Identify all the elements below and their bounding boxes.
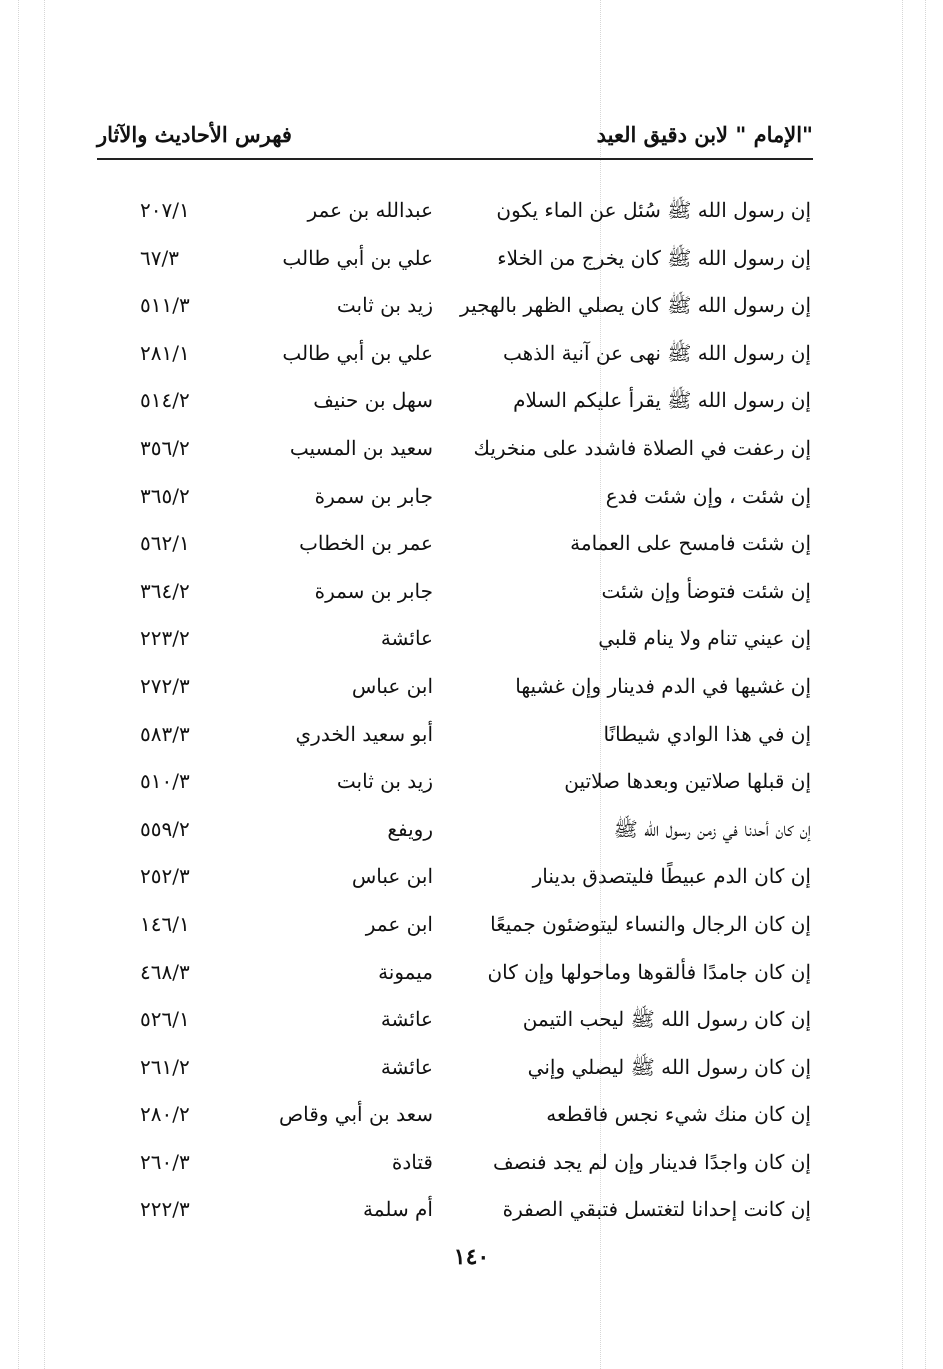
narrator-name: ابن عمر: [365, 911, 433, 936]
index-row: [0, 473, 943, 521]
narrator-name: عائشة: [380, 1007, 433, 1032]
volume-page-ref: ٢٦١/٢: [140, 1054, 190, 1079]
hadith-text: إن شئت ، وإن شئت فدع: [605, 483, 811, 508]
volume-page-ref: ٦٧/٣: [140, 245, 179, 270]
hadith-text: إن شئت فامسح على العمامة: [570, 531, 811, 556]
narrator-name: قتادة: [391, 1149, 433, 1174]
volume-page-ref: ٢٢٢/٣: [140, 1197, 190, 1222]
narrator-name: جابر بن سمرة: [314, 578, 433, 603]
index-row: [0, 901, 943, 949]
index-row: [0, 1091, 943, 1139]
narrator-name: أبو سعيد الخدري: [295, 721, 433, 746]
page-number: ١٤٠: [453, 1244, 490, 1270]
volume-page-ref: ٥٦٢/١: [140, 531, 190, 556]
index-row: [0, 711, 943, 759]
narrator-name: سعيد بن المسيب: [289, 435, 433, 460]
hadith-index-list: [0, 187, 943, 1234]
hadith-text: إن كان جامدًا فألقوها وماحولها وإن كان: [487, 959, 811, 984]
index-row: [0, 996, 943, 1044]
volume-page-ref: ٥١١/٣: [140, 293, 190, 318]
volume-page-ref: ١٤٦/١: [140, 911, 190, 936]
index-row: [0, 663, 943, 711]
volume-page-ref: ٥٨٣/٣: [140, 721, 190, 746]
running-header: [97, 118, 813, 160]
index-row: [0, 806, 943, 854]
narrator-name: زيد بن ثابت: [336, 293, 433, 318]
hadith-text: إن عيني تنام ولا ينام قلبي: [598, 626, 811, 651]
hadith-text: إن كان واجدًا فدينار وإن لم يجد فنصف: [492, 1149, 811, 1174]
narrator-name: علي بن أبي طالب: [282, 245, 433, 270]
hadith-text: إن في هذا الوادي شيطانًا: [603, 721, 811, 746]
narrator-name: عمر بن الخطاب: [299, 531, 433, 556]
narrator-name: سهل بن حنيف: [313, 388, 433, 413]
hadith-text: إن قبلها صلاتين وبعدها صلاتين: [564, 769, 811, 794]
index-row: [0, 377, 943, 425]
index-row: [0, 187, 943, 235]
narrator-name: رويفع: [387, 816, 433, 841]
hadith-text: إن كان الرجال والنساء ليتوضئون جميعًا: [490, 911, 811, 936]
index-row: [0, 615, 943, 663]
hadith-text: إن رسول الله ﷺ كان يصلي الظهر بالهجير: [460, 293, 811, 318]
hadith-text: إن كان أحدنا في زمن رسول الله ﷺ: [613, 816, 811, 841]
volume-page-ref: ٢٨١/١: [140, 340, 190, 365]
hadith-text: إن رسول الله ﷺ يقرأ عليكم السلام: [513, 388, 811, 413]
volume-page-ref: ٣٥٦/٢: [140, 435, 190, 460]
volume-page-ref: ٣٦٤/٢: [140, 578, 190, 603]
index-row: [0, 1186, 943, 1234]
volume-page-ref: ٣٦٥/٢: [140, 483, 190, 508]
volume-page-ref: ٥١٠/٣: [140, 769, 190, 794]
narrator-name: علي بن أبي طالب: [282, 340, 433, 365]
section-title: فهرس الأحاديث والآثار: [97, 122, 292, 147]
book-title: "الإمام " لابن دقيق العيد: [596, 122, 813, 147]
narrator-name: أم سلمة: [363, 1197, 433, 1222]
narrator-name: عبدالله بن عمر: [307, 198, 433, 222]
index-row: [0, 853, 943, 901]
volume-page-ref: ٢٥٢/٣: [140, 864, 190, 889]
volume-page-ref: ٢٢٣/٢: [140, 626, 190, 651]
index-row: [0, 1139, 943, 1187]
hadith-text: إن كان الدم عبيطًا فليتصدق بدينار: [532, 864, 811, 889]
index-row: [0, 330, 943, 378]
narrator-name: ابن عباس: [351, 673, 433, 698]
volume-page-ref: ٤٦٨/٣: [140, 959, 190, 984]
index-row: [0, 235, 943, 283]
narrator-name: جابر بن سمرة: [314, 483, 433, 508]
hadith-text: إن كانت إحدانا لتغتسل فتبقي الصفرة: [502, 1197, 811, 1222]
narrator-name: زيد بن ثابت: [336, 769, 433, 794]
volume-page-ref: ٥٥٩/٢: [140, 816, 190, 841]
narrator-name: ابن عباس: [351, 864, 433, 889]
hadith-text: إن كان رسول الله ﷺ ليصلي وإني: [527, 1054, 811, 1079]
narrator-name: ميمونة: [378, 959, 433, 984]
volume-page-ref: ٢٨٠/٢: [140, 1102, 190, 1127]
narrator-name: سعد بن أبي وقاص: [278, 1102, 433, 1127]
index-row: [0, 568, 943, 616]
narrator-name: عائشة: [380, 626, 433, 651]
narrator-name: عائشة: [380, 1054, 433, 1079]
hadith-text: إن رسول الله ﷺ كان يخرج من الخلاء: [497, 245, 811, 270]
volume-page-ref: ٥٢٦/١: [140, 1007, 190, 1032]
hadith-text: إن كان رسول الله ﷺ ليحب التيمن: [522, 1007, 811, 1032]
index-row: [0, 758, 943, 806]
index-row: [0, 425, 943, 473]
index-row: [0, 1044, 943, 1092]
hadith-text: إن كان منك شيء نجس فاقطعه: [546, 1102, 811, 1127]
hadith-text: إن رسول الله ﷺ سُئل عن الماء يكون: [496, 198, 811, 222]
volume-page-ref: ٥١٤/٢: [140, 388, 190, 413]
hadith-text: إن شئت فتوضأ وإن شئت: [601, 578, 811, 603]
hadith-text: إن غشيها في الدم فدينار وإن غشيها: [515, 673, 811, 698]
volume-page-ref: ٢٦٠/٣: [140, 1149, 190, 1174]
volume-page-ref: ٢٠٧/١: [140, 198, 190, 222]
index-row: [0, 282, 943, 330]
index-row: [0, 520, 943, 568]
hadith-text: إن رسول الله ﷺ نهى عن آنية الذهب: [502, 340, 811, 365]
hadith-text: إن رعفت في الصلاة فاشدد على منخريك: [473, 435, 811, 460]
index-row: [0, 949, 943, 997]
volume-page-ref: ٢٧٢/٣: [140, 673, 190, 698]
